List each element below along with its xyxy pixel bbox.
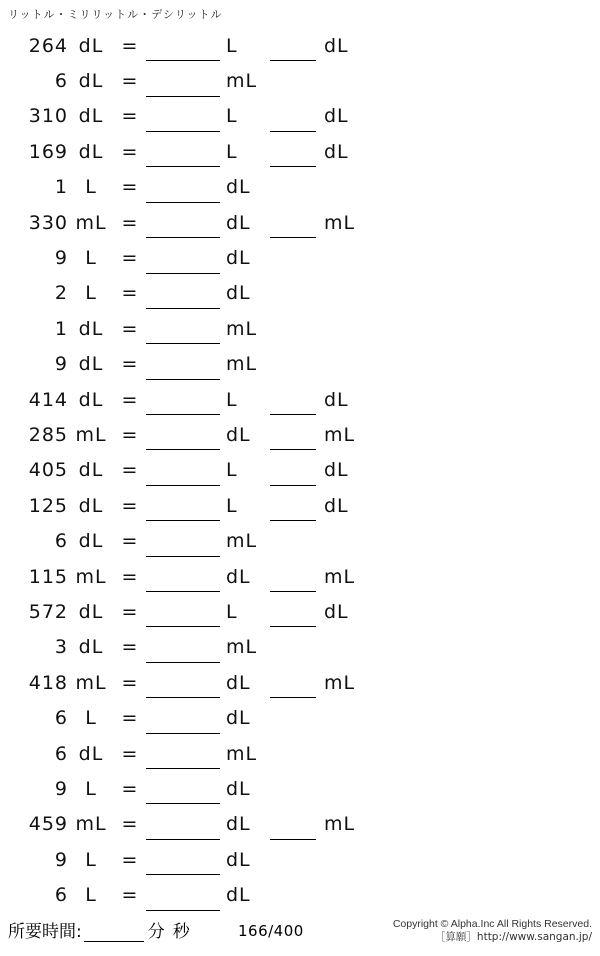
problem-value: 1: [54, 176, 68, 199]
answer-blank-1[interactable]: [146, 109, 220, 132]
answer-blank-2[interactable]: [270, 392, 316, 415]
answer-unit-1: L: [226, 34, 238, 57]
time-required-field: [8, 917, 196, 942]
minutes-unit-label: 分: [147, 922, 165, 942]
problem-value: 2: [54, 282, 68, 305]
answer-unit-1: mL: [226, 530, 258, 553]
answer-blank-2[interactable]: [270, 427, 316, 450]
problem-unit: dL: [78, 140, 104, 163]
problem-row: [0, 347, 600, 382]
problem-row: [0, 700, 600, 735]
problem-row: [0, 630, 600, 665]
answer-blank-2[interactable]: [270, 215, 316, 238]
problem-value: 125: [28, 494, 68, 517]
answer-blank-1[interactable]: [146, 321, 220, 344]
answer-blank-2[interactable]: [270, 498, 316, 521]
problem-unit: L: [85, 247, 97, 270]
answer-unit-1: dL: [226, 247, 251, 270]
problem-value: 330: [28, 211, 68, 234]
answer-blank-2[interactable]: [270, 109, 316, 132]
answer-unit-2: dL: [324, 34, 349, 57]
problem-row: [0, 559, 600, 594]
equals-sign: =: [121, 317, 139, 340]
answer-blank-1[interactable]: [146, 392, 220, 415]
problem-value: 6: [54, 530, 68, 553]
problem-unit: dL: [78, 353, 104, 376]
equals-sign: =: [121, 530, 139, 553]
problem-unit: mL: [75, 423, 107, 446]
answer-unit-2: dL: [324, 388, 349, 411]
problem-row: [0, 736, 600, 771]
answer-unit-1: mL: [226, 353, 258, 376]
answer-blank-1[interactable]: [146, 711, 220, 734]
problem-row: [0, 240, 600, 275]
answer-unit-2: dL: [324, 105, 349, 128]
problem-value: 1: [54, 317, 68, 340]
answer-blank-1[interactable]: [146, 427, 220, 450]
answer-unit-1: dL: [226, 848, 251, 871]
answer-blank-1[interactable]: [146, 286, 220, 309]
answer-unit-2: dL: [324, 600, 349, 623]
answer-unit-1: dL: [226, 211, 251, 234]
equals-sign: =: [121, 353, 139, 376]
problem-unit: dL: [78, 317, 104, 340]
equals-sign: =: [121, 707, 139, 730]
problem-value: 405: [28, 459, 68, 482]
problem-unit: L: [85, 176, 97, 199]
problem-unit: dL: [78, 70, 104, 93]
problem-row: [0, 99, 600, 134]
problem-row: [0, 842, 600, 877]
problem-row: [0, 134, 600, 169]
answer-blank-2[interactable]: [270, 675, 316, 698]
problem-row: [0, 877, 600, 912]
equals-sign: =: [121, 494, 139, 517]
problem-value: 9: [54, 777, 68, 800]
problem-unit: dL: [78, 600, 104, 623]
answer-blank-1[interactable]: [146, 144, 220, 167]
problem-unit: mL: [75, 813, 107, 836]
equals-sign: =: [121, 176, 139, 199]
problem-value: 264: [28, 34, 68, 57]
problem-unit: dL: [78, 636, 104, 659]
problem-unit: dL: [78, 742, 104, 765]
answer-unit-1: L: [226, 459, 238, 482]
answer-blank-1[interactable]: [146, 74, 220, 97]
problem-unit: dL: [78, 105, 104, 128]
problem-row: [0, 170, 600, 205]
problem-unit: dL: [78, 388, 104, 411]
problem-list: [0, 28, 600, 913]
answer-unit-1: mL: [226, 317, 258, 340]
equals-sign: =: [121, 848, 139, 871]
answer-unit-1: dL: [226, 671, 251, 694]
answer-unit-1: dL: [226, 813, 251, 836]
equals-sign: =: [121, 423, 139, 446]
equals-sign: =: [121, 388, 139, 411]
equals-sign: =: [121, 671, 139, 694]
problem-value: 572: [28, 600, 68, 623]
equals-sign: =: [121, 565, 139, 588]
problem-row: [0, 205, 600, 240]
page-footer: [0, 910, 600, 956]
time-required-label: 所要時間:: [8, 922, 82, 942]
problem-row: [0, 276, 600, 311]
equals-sign: =: [121, 459, 139, 482]
answer-blank-1[interactable]: [146, 817, 220, 840]
problem-row: [0, 807, 600, 842]
equals-sign: =: [121, 105, 139, 128]
answer-blank-1[interactable]: [146, 463, 220, 486]
problem-row: [0, 63, 600, 98]
equals-sign: =: [121, 742, 139, 765]
answer-unit-1: L: [226, 140, 238, 163]
answer-blank-1[interactable]: [146, 534, 220, 557]
answer-blank-1[interactable]: [146, 675, 220, 698]
problem-unit: dL: [78, 530, 104, 553]
answer-unit-1: dL: [226, 565, 251, 588]
answer-blank-1[interactable]: [146, 498, 220, 521]
answer-blank-1[interactable]: [146, 640, 220, 663]
problem-unit: dL: [78, 494, 104, 517]
problem-row: [0, 382, 600, 417]
equals-sign: =: [121, 636, 139, 659]
problem-unit: mL: [75, 211, 107, 234]
answer-blank-1[interactable]: [146, 180, 220, 203]
problem-row: [0, 594, 600, 629]
answer-unit-2: dL: [324, 140, 349, 163]
problem-value: 3: [54, 636, 68, 659]
answer-unit-1: dL: [226, 282, 251, 305]
answer-unit-1: L: [226, 388, 238, 411]
equals-sign: =: [121, 140, 139, 163]
answer-blank-2[interactable]: [270, 569, 316, 592]
equals-sign: =: [121, 211, 139, 234]
problem-row: [0, 417, 600, 452]
answer-unit-2: mL: [324, 671, 356, 694]
minutes-blank[interactable]: [84, 923, 144, 942]
answer-unit-2: mL: [324, 565, 356, 588]
answer-blank-1[interactable]: [146, 215, 220, 238]
problem-value: 6: [54, 884, 68, 907]
problem-row: [0, 665, 600, 700]
problem-unit: L: [85, 777, 97, 800]
answer-unit-1: mL: [226, 742, 258, 765]
answer-unit-1: L: [226, 105, 238, 128]
problem-row: [0, 28, 600, 63]
problem-unit: L: [85, 707, 97, 730]
answer-blank-1[interactable]: [146, 251, 220, 274]
equals-sign: =: [121, 884, 139, 907]
problem-row: [0, 771, 600, 806]
answer-unit-2: mL: [324, 813, 356, 836]
answer-blank-1[interactable]: [146, 38, 220, 61]
answer-blank-1[interactable]: [146, 781, 220, 804]
problem-unit: L: [85, 282, 97, 305]
answer-unit-2: dL: [324, 459, 349, 482]
problem-unit: mL: [75, 565, 107, 588]
problem-row: [0, 453, 600, 488]
problem-unit: dL: [78, 34, 104, 57]
copyright-text: Copyright © Alpha.Inc All Rights Reserved.: [392, 918, 592, 930]
problem-unit: mL: [75, 671, 107, 694]
answer-unit-1: mL: [226, 70, 258, 93]
page-number: 166/400: [238, 922, 304, 940]
answer-blank-2[interactable]: [270, 144, 316, 167]
problem-value: 285: [28, 423, 68, 446]
problem-row: [0, 523, 600, 558]
equals-sign: =: [121, 777, 139, 800]
answer-unit-1: dL: [226, 423, 251, 446]
answer-blank-2[interactable]: [270, 817, 316, 840]
answer-blank-1[interactable]: [146, 746, 220, 769]
problem-value: 310: [28, 105, 68, 128]
problem-unit: L: [85, 884, 97, 907]
problem-value: 115: [28, 565, 68, 588]
answer-blank-1[interactable]: [146, 888, 220, 911]
seconds-unit-label: 秒: [172, 922, 190, 942]
answer-unit-1: dL: [226, 707, 251, 730]
page-title: リットル・ミリリットル・デシリットル: [8, 8, 223, 21]
answer-unit-2: mL: [324, 211, 356, 234]
answer-blank-2[interactable]: [270, 604, 316, 627]
answer-unit-1: L: [226, 494, 238, 517]
problem-value: 9: [54, 353, 68, 376]
problem-unit: dL: [78, 459, 104, 482]
problem-value: 6: [54, 742, 68, 765]
problem-value: 9: [54, 247, 68, 270]
problem-row: [0, 311, 600, 346]
answer-unit-1: dL: [226, 176, 251, 199]
answer-blank-1[interactable]: [146, 604, 220, 627]
answer-unit-1: mL: [226, 636, 258, 659]
equals-sign: =: [121, 247, 139, 270]
equals-sign: =: [121, 34, 139, 57]
answer-unit-1: L: [226, 600, 238, 623]
problem-value: 6: [54, 70, 68, 93]
problem-value: 414: [28, 388, 68, 411]
problem-value: 459: [28, 813, 68, 836]
answer-blank-1[interactable]: [146, 357, 220, 380]
answer-unit-1: dL: [226, 777, 251, 800]
answer-blank-1[interactable]: [146, 569, 220, 592]
site-url-text: ［算願］http://www.sangan.jp/: [434, 931, 592, 943]
problem-value: 6: [54, 707, 68, 730]
problem-value: 418: [28, 671, 68, 694]
answer-blank-2[interactable]: [270, 463, 316, 486]
equals-sign: =: [121, 600, 139, 623]
equals-sign: =: [121, 282, 139, 305]
answer-blank-2[interactable]: [270, 38, 316, 61]
equals-sign: =: [121, 70, 139, 93]
problem-unit: L: [85, 848, 97, 871]
problem-value: 169: [28, 140, 68, 163]
answer-unit-2: mL: [324, 423, 356, 446]
answer-blank-1[interactable]: [146, 852, 220, 875]
equals-sign: =: [121, 813, 139, 836]
answer-unit-1: dL: [226, 884, 251, 907]
problem-row: [0, 488, 600, 523]
answer-unit-2: dL: [324, 494, 349, 517]
problem-value: 9: [54, 848, 68, 871]
